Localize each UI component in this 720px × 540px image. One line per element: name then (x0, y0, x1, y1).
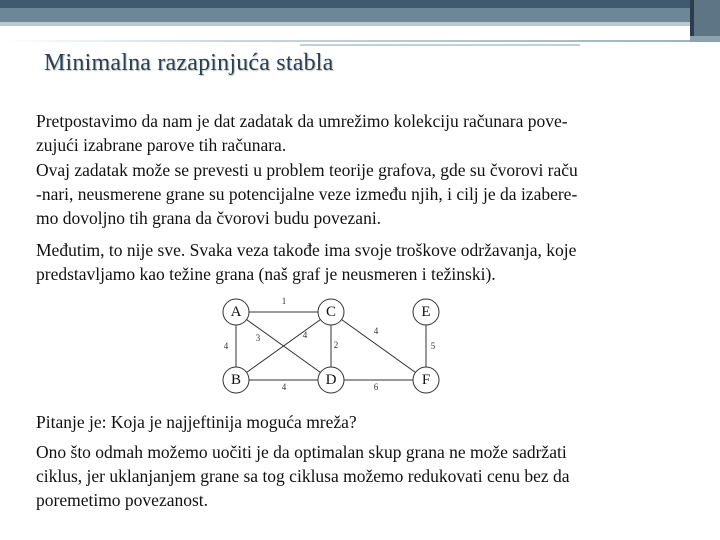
top-bar-gray (0, 8, 720, 22)
paragraph-line: Pitanje je: Koja je najjeftinija moguća mreža? (36, 412, 357, 432)
node-label-F: F (421, 372, 431, 388)
paragraph-line: poremetimo povezanost. (36, 490, 209, 510)
paragraph-weights (36, 238, 696, 286)
title-rule (0, 40, 690, 42)
slide-title: Minimalna razapinjuća stabla (44, 50, 334, 76)
weight-A-D: 3 (255, 333, 261, 343)
node-label-E: E (421, 304, 431, 320)
weight-B-D: 4 (281, 382, 287, 392)
weight-E-F: 5 (430, 341, 436, 351)
paragraph-line: predstavljamo kao težine grana (naš graf je neusmeren i težinski). (36, 264, 496, 284)
weight-A-C: 1 (281, 296, 287, 306)
weight-B-C: 4 (302, 330, 308, 340)
paragraph-line: zujući izabrane parove tih računara. (36, 135, 287, 155)
node-label-B: B (230, 372, 242, 388)
paragraph-line: Ovaj zadatak može se prevesti u problem teorije grafova, gde su čvorovi raču (36, 160, 578, 180)
paragraph-cycle-observation (36, 440, 696, 512)
weight-A-B: 4 (223, 341, 229, 351)
paragraph-line: Međutim, to nije sve. Svaka veza takođe ima svoje troškove održavanja, koje (36, 240, 577, 260)
title-rule-accent (300, 44, 580, 46)
node-label-C: C (325, 304, 337, 320)
paragraph-line: Pretpostavimo da nam je dat zadatak da umrežimo kolekciju računara pove- (36, 111, 568, 131)
weight-C-D: 2 (333, 340, 339, 350)
paragraph-graph-model (36, 158, 696, 230)
paragraph-intro (36, 109, 696, 157)
top-bar-dark (0, 0, 720, 8)
paragraph-line: Ono što odmah možemo uočiti je da optimalan skup grana ne može sadržati (36, 442, 567, 462)
paragraph-question (36, 410, 696, 434)
corner-box (690, 0, 720, 36)
weight-D-F: 6 (373, 382, 379, 392)
weighted-graph-diagram (206, 292, 456, 398)
corner-stripe (690, 36, 720, 42)
node-label-D: D (325, 372, 337, 388)
edge-C-F (331, 312, 426, 380)
top-bar-light (0, 22, 720, 26)
paragraph-line: mo dovoljno tih grana da čvorovi budu povezani. (36, 208, 382, 228)
node-label-A: A (230, 304, 242, 320)
weight-C-F: 4 (373, 326, 379, 336)
paragraph-line: -nari, neusmerene grane su potencijalne veze između njih, i cilj je da izabere- (36, 184, 578, 204)
paragraph-line: ciklus, jer uklanjanjem grane sa tog ciklusa možemo redukovati cenu bez da (36, 466, 570, 486)
